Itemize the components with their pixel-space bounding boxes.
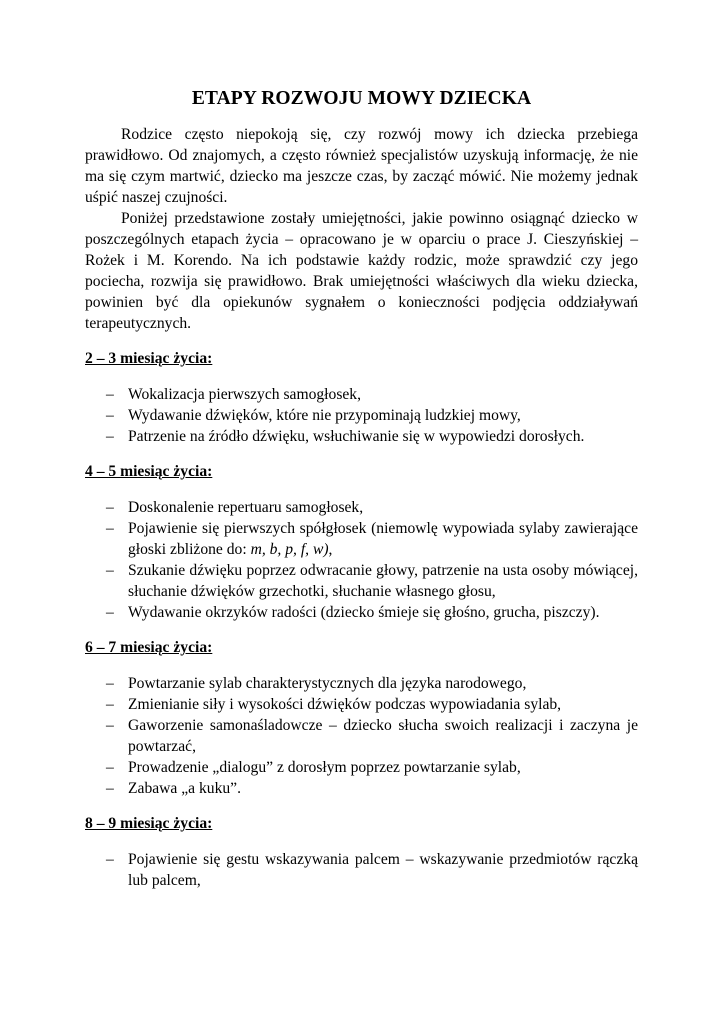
dash-bullet: – [106,562,114,579]
document-page [85,86,638,891]
section-heading: 4 – 5 miesiąc życia: [85,463,213,480]
list-item-text: Wydawanie dźwięków, które nie przypominają ludzkiej mowy, [128,407,521,424]
section-6-7-months [85,637,638,799]
section-heading: 8 – 9 miesiąc życia: [85,815,213,832]
dash-bullet: – [106,759,114,776]
dash-bullet: – [106,604,114,621]
list-item-text: Doskonalenie repertuaru samogłosek, [128,499,364,516]
section-heading: 2 – 3 miesiąc życia: [85,350,213,367]
list-item-text: Szukanie dźwięku poprzez odwracanie głowy, patrzenie na usta osoby mówiącej, słuchanie dźwięków grzechotki, słuchanie własnego głosu, [128,562,638,600]
dash-bullet: – [106,717,114,734]
list-item-text: Zmienianie siły i wysokości dźwięków podczas wypowiadania sylab, [128,696,562,713]
list-item-text: Pojawienie się gestu wskazywania palcem – wskazywanie przedmiotów rączką lub palcem, [128,851,638,889]
list-item [85,560,638,602]
list-item-text-after: , [328,541,333,558]
list-item-text: Powtarzanie sylab charakterystycznych dla języka narodowego, [128,675,527,692]
list-item [85,518,638,560]
dash-bullet: – [106,407,114,424]
list-item [85,602,638,623]
milestone-list [85,497,638,623]
dash-bullet: – [106,675,114,692]
list-item [85,694,638,715]
dash-bullet: – [106,520,114,537]
list-item [85,757,638,778]
milestone-list [85,849,638,891]
list-item [85,715,638,757]
list-item-text: Gaworzenie samonaśladowcze – dziecko słucha swoich realizacji i zaczyna je powtarzać, [128,717,638,755]
list-item [85,849,638,891]
milestone-list [85,673,638,799]
section-heading: 6 – 7 miesiąc życia: [85,639,213,656]
document-title: ETAPY ROZWOJU MOWY DZIECKA [191,88,532,109]
list-item [85,384,638,405]
list-item-text: Wokalizacja pierwszych samogłosek, [128,386,361,403]
intro-paragraph-1: Rodzice często niepokoją się, czy rozwój mowy ich dziecka przebiega prawidłowo. Od znajomych, a często również specjalistów uzyskują informację, że nie ma się czym martwić, dziecko ma jeszcze czas, by zacząć mówić. Nie możemy jednak uśpić naszej czujności. [85,126,638,206]
list-item-text: Patrzenie na źródło dźwięku, wsłuchiwanie się w wypowiedzi dorosłych. [128,428,585,445]
list-item [85,778,638,799]
list-item [85,497,638,518]
dash-bullet: – [106,851,114,868]
list-item-text: Prowadzenie „dialogu” z dorosłym poprzez powtarzanie sylab, [128,759,521,776]
dash-bullet: – [106,696,114,713]
dash-bullet: – [106,780,114,797]
dash-bullet: – [106,428,114,445]
section-2-3-months [85,348,638,447]
list-item-text: Pojawienie się pierwszych spółgłosek (niemowlę wypowiada sylaby zawierające głoski zbliżone do: [128,520,638,558]
list-item [85,673,638,694]
section-8-9-months [85,813,638,891]
list-item [85,426,638,447]
list-item-text: Wydawanie okrzyków radości (dziecko śmieje się głośno, grucha, piszczy). [128,604,600,621]
list-item [85,405,638,426]
dash-bullet: – [106,499,114,516]
dash-bullet: – [106,386,114,403]
section-4-5-months [85,461,638,623]
intro-paragraph-2: Poniżej przedstawione zostały umiejętności, jakie powinno osiągnąć dziecko w poszczególnych etapach życia – opracowano je w oparciu o prace J. Cieszyńskiej – Rożek i M. Korendo. Na ich podstawie każdy rodzic, może sprawdzić czy jego pociecha, rozwija się prawidłowo. Brak umiejętności właściwych dla wieku dziecka, powinien być dla opiekunów sygnałem o konieczności podjęcia oddziaływań terapeutycznych. [85,210,638,332]
milestone-list [85,384,638,447]
list-item-italic-text: m, b, p, f, w) [250,541,329,558]
list-item-text: Zabawa „a kuku”. [128,780,241,797]
